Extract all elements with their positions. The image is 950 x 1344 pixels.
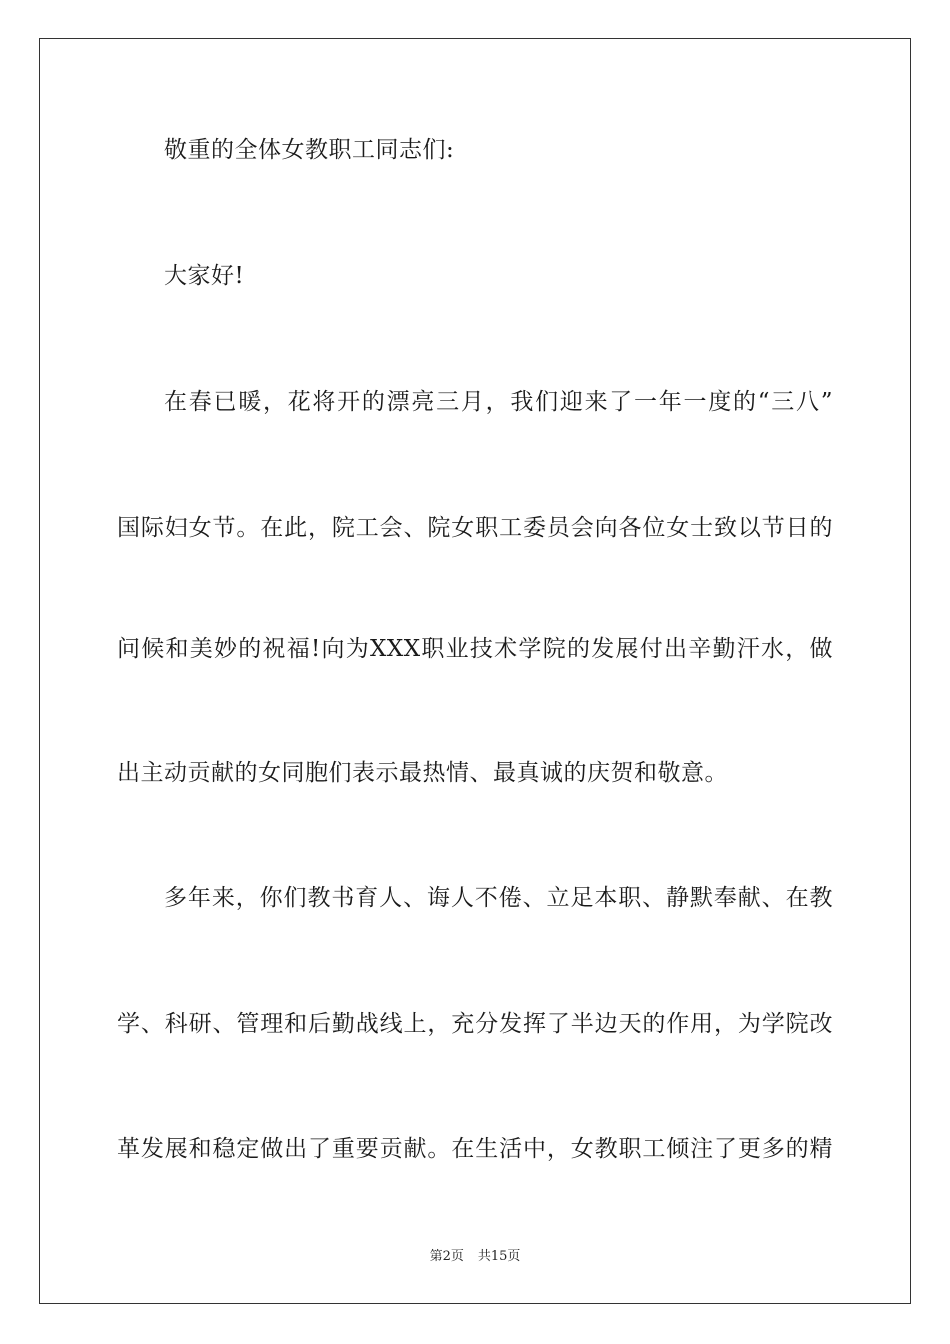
paragraph-line: 在春已暖，花将开的漂亮三月，我们迎来了一年一度的“三八” [164,389,833,415]
paragraph-line: 革发展和稳定做出了重要贡献。在生活中，女教职工倾注了更多的精 [117,1136,833,1162]
paragraph-line: 出主动贡献的女同胞们表示最热情、最真诚的庆贺和敬意。 [117,760,728,786]
current-page-number: 第2页 [429,1249,464,1264]
salutation-line: 敬重的全体女教职工同志们: [164,137,455,163]
paragraph-line: 学、科研、管理和后勤战线上，充分发挥了半边天的作用，为学院改 [117,1011,833,1037]
total-page-count: 共15页 [477,1249,521,1264]
paragraph-line: 国际妇女节。在此，院工会、院女职工委员会向各位女士致以节日的 [117,515,833,541]
paragraph-line: 问候和美妙的祝福!向为XXX职业技术学院的发展付出辛勤汗水，做 [117,636,833,662]
greeting-line: 大家好! [164,263,245,289]
paragraph-line: 多年来，你们教书育人、诲人不倦、立足本职、静默奉献、在教 [164,885,833,911]
page-footer [0,1248,950,1266]
page-border [39,38,911,1304]
